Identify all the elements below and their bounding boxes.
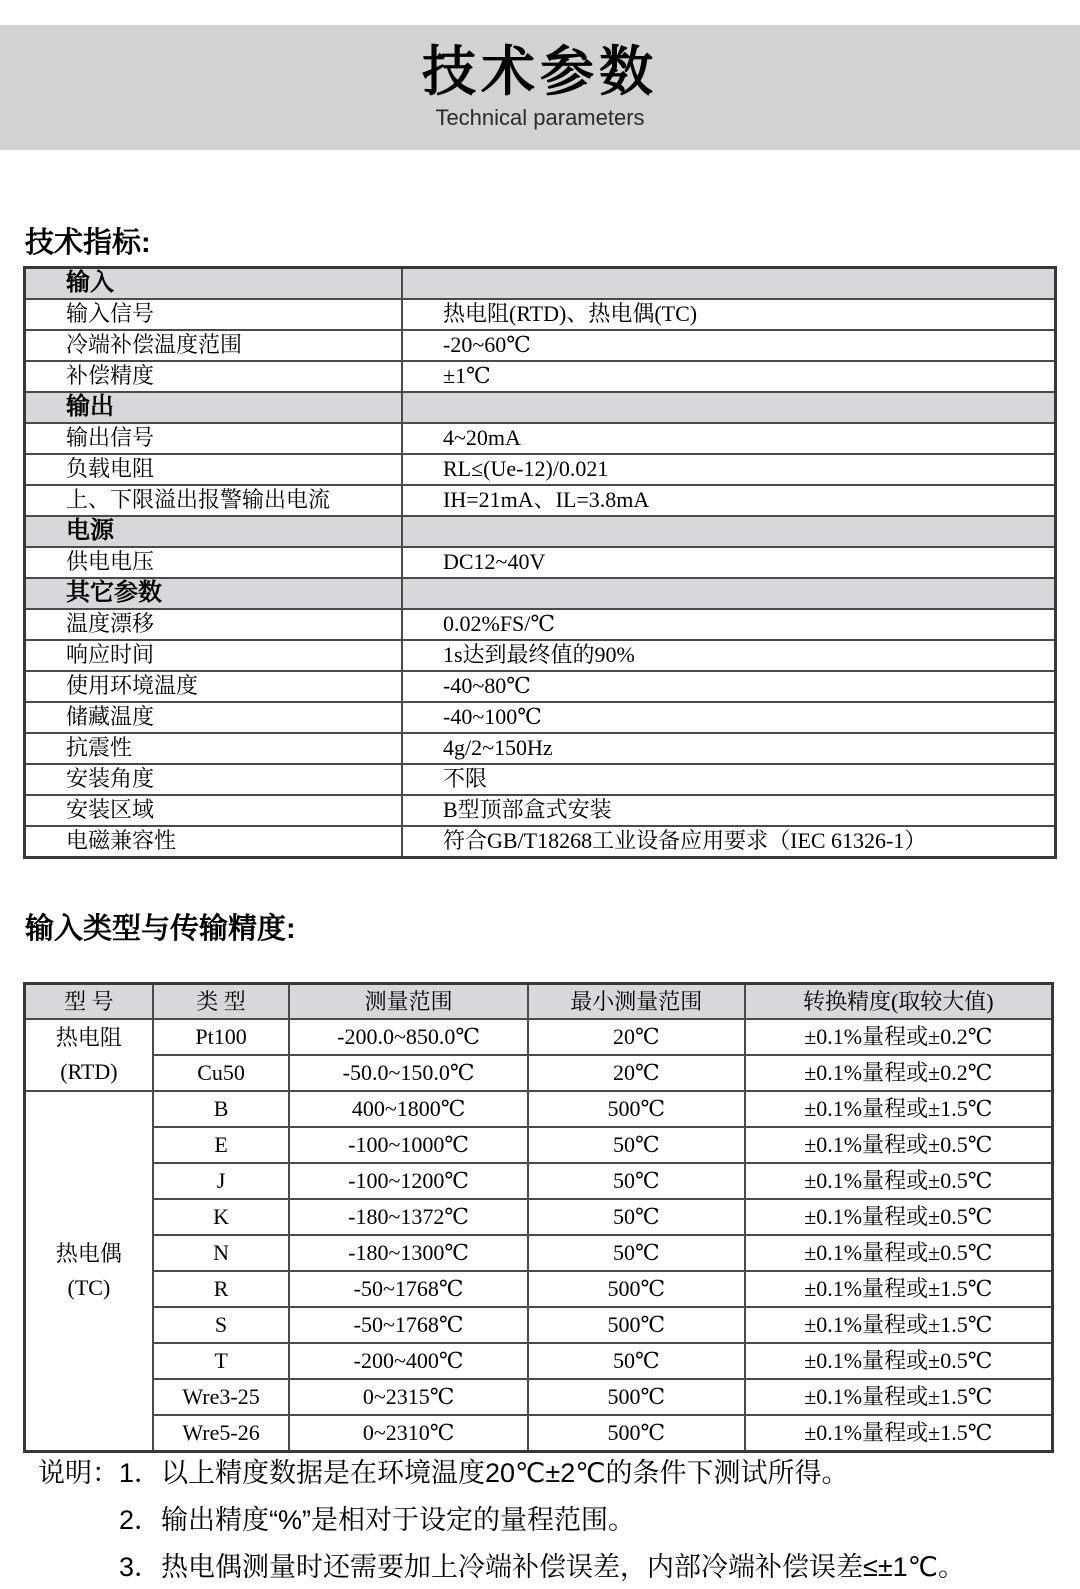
acc-type-cell: Cu50: [153, 1055, 289, 1091]
acc-min-range-cell: 500℃: [528, 1091, 745, 1127]
acc-model-cell: [25, 1091, 153, 1452]
acc-type-cell: N: [153, 1235, 289, 1271]
acc-min-range-cell: 500℃: [528, 1307, 745, 1343]
acc-range-cell: -180~1372℃: [289, 1199, 528, 1235]
acc-data-row: [25, 1055, 1053, 1091]
spec-param-cell: 上、下限溢出报警输出电流: [25, 485, 403, 516]
spec-row: [25, 299, 1056, 330]
acc-model-line: (RTD): [60, 1059, 118, 1084]
page-banner: [0, 25, 1080, 150]
acc-accuracy-cell: ±0.1%量程或±1.5℃: [745, 1307, 1053, 1343]
spec-value-cell: ±1℃: [402, 361, 1056, 392]
input-accuracy-heading: 输入类型与传输精度:: [25, 913, 296, 945]
acc-range-cell: -100~1000℃: [289, 1127, 528, 1163]
acc-header-cell: 测量范围: [289, 984, 528, 1020]
spec-value-cell: -40~80℃: [402, 671, 1056, 702]
acc-data-row: [25, 1163, 1053, 1199]
acc-accuracy-cell: ±0.1%量程或±0.2℃: [745, 1055, 1053, 1091]
spec-row: [25, 330, 1056, 361]
notes: [38, 1458, 1057, 1582]
acc-range-cell: 0~2315℃: [289, 1379, 528, 1415]
spec-section-row: [25, 268, 1056, 300]
acc-min-range-cell: 20℃: [528, 1019, 745, 1055]
acc-type-cell: K: [153, 1199, 289, 1235]
spec-value-cell: IH=21mA、IL=3.8mA: [402, 485, 1056, 516]
acc-min-range-cell: 500℃: [528, 1415, 745, 1452]
page-subtitle: Technical parameters: [435, 104, 645, 130]
acc-range-cell: -100~1200℃: [289, 1163, 528, 1199]
acc-header-cell: 转换精度(取较大值): [745, 984, 1053, 1020]
acc-type-cell: T: [153, 1343, 289, 1379]
acc-min-range-cell: 50℃: [528, 1163, 745, 1199]
acc-model-cell: [25, 1019, 153, 1091]
spec-row: [25, 423, 1056, 454]
note-item: 1．以上精度数据是在环境温度20℃±2℃的条件下测试所得。: [119, 1458, 849, 1488]
acc-data-row: [25, 1343, 1053, 1379]
acc-header-cell: 最小测量范围: [528, 984, 745, 1020]
tech-specs-table: [23, 266, 1057, 859]
notes-line: [38, 1505, 1057, 1535]
spec-value-cell: DC12~40V: [402, 547, 1056, 578]
spec-param-cell: 补偿精度: [25, 361, 403, 392]
acc-accuracy-cell: ±0.1%量程或±0.5℃: [745, 1127, 1053, 1163]
acc-data-row: [25, 1091, 1053, 1127]
input-accuracy-table: [23, 982, 1054, 1453]
spec-param-cell: 安装角度: [25, 764, 403, 795]
spec-row: [25, 702, 1056, 733]
spec-param-cell: 电磁兼容性: [25, 826, 403, 858]
acc-header-row: [25, 984, 1053, 1020]
acc-data-row: [25, 1271, 1053, 1307]
acc-min-range-cell: 50℃: [528, 1199, 745, 1235]
spec-param-cell: 供电电压: [25, 547, 403, 578]
acc-accuracy-cell: ±0.1%量程或±0.5℃: [745, 1343, 1053, 1379]
notes-prefix: 说明：: [38, 1458, 119, 1488]
acc-data-row: [25, 1307, 1053, 1343]
acc-accuracy-cell: ±0.1%量程或±0.2℃: [745, 1019, 1053, 1055]
acc-accuracy-cell: ±0.1%量程或±0.5℃: [745, 1235, 1053, 1271]
acc-range-cell: -200.0~850.0℃: [289, 1019, 528, 1055]
acc-range-cell: 400~1800℃: [289, 1091, 528, 1127]
acc-data-row: [25, 1235, 1053, 1271]
acc-min-range-cell: 50℃: [528, 1235, 745, 1271]
spec-value-cell: 4g/2~150Hz: [402, 733, 1056, 764]
acc-range-cell: -50~1768℃: [289, 1271, 528, 1307]
acc-model-line: (TC): [67, 1275, 111, 1300]
acc-min-range-cell: 50℃: [528, 1343, 745, 1379]
note-item: 2．输出精度“%”是相对于设定的量程范围。: [119, 1505, 636, 1535]
input-accuracy-table-head: [25, 984, 1053, 1020]
acc-type-cell: B: [153, 1091, 289, 1127]
acc-type-cell: E: [153, 1127, 289, 1163]
spec-param-cell: 抗震性: [25, 733, 403, 764]
spec-param-cell: 温度漂移: [25, 609, 403, 640]
spec-row: [25, 795, 1056, 826]
spec-param-cell: 响应时间: [25, 640, 403, 671]
acc-type-cell: Wre5-26: [153, 1415, 289, 1452]
spec-value-cell: 4~20mA: [402, 423, 1056, 454]
spec-param-cell: 冷端补偿温度范围: [25, 330, 403, 361]
acc-model-line: 热电阻: [55, 1024, 122, 1050]
spec-row: [25, 640, 1056, 671]
acc-accuracy-cell: ±0.1%量程或±1.5℃: [745, 1271, 1053, 1307]
acc-accuracy-cell: ±0.1%量程或±0.5℃: [745, 1199, 1053, 1235]
spec-section-row: [25, 578, 1056, 609]
acc-range-cell: 0~2310℃: [289, 1415, 528, 1452]
spec-section-label: 输出: [25, 392, 403, 423]
acc-min-range-cell: 20℃: [528, 1055, 745, 1091]
spec-section-filler: [402, 578, 1056, 609]
spec-row: [25, 609, 1056, 640]
notes-line: [38, 1552, 1057, 1582]
acc-data-row: [25, 1019, 1053, 1055]
spec-section-label: 输入: [25, 268, 403, 300]
acc-range-cell: -50~1768℃: [289, 1307, 528, 1343]
spec-value-cell: -40~100℃: [402, 702, 1056, 733]
page-title: 技术参数: [422, 42, 658, 103]
acc-accuracy-cell: ±0.1%量程或±0.5℃: [745, 1163, 1053, 1199]
notes-line: [38, 1458, 1057, 1488]
acc-type-cell: R: [153, 1271, 289, 1307]
spec-value-cell: 不限: [402, 764, 1056, 795]
spec-row: [25, 361, 1056, 392]
spec-value-cell: 符合GB/T18268工业设备应用要求（IEC 61326-1）: [402, 826, 1056, 858]
spec-value-cell: RL≤(Ue-12)/0.021: [402, 454, 1056, 485]
spec-param-cell: 输入信号: [25, 299, 403, 330]
acc-type-cell: J: [153, 1163, 289, 1199]
note-item: 3．热电偶测量时还需要加上冷端补偿误差，内部冷端补偿误差≤±1℃。: [119, 1552, 965, 1582]
spec-section-label: 其它参数: [25, 578, 403, 609]
spec-section-filler: [402, 516, 1056, 547]
spec-param-cell: 负载电阻: [25, 454, 403, 485]
spec-param-cell: 输出信号: [25, 423, 403, 454]
spec-param-cell: 使用环境温度: [25, 671, 403, 702]
acc-header-cell: 类 型: [153, 984, 289, 1020]
acc-model-line: 热电偶: [55, 1240, 122, 1266]
spec-value-cell: 0.02%FS/℃: [402, 609, 1056, 640]
spec-section-filler: [402, 392, 1056, 423]
spec-value-cell: 热电阻(RTD)、热电偶(TC): [402, 299, 1056, 330]
acc-accuracy-cell: ±0.1%量程或±1.5℃: [745, 1415, 1053, 1452]
acc-data-row: [25, 1379, 1053, 1415]
acc-type-cell: Pt100: [153, 1019, 289, 1055]
acc-min-range-cell: 500℃: [528, 1271, 745, 1307]
spec-param-cell: 储藏温度: [25, 702, 403, 733]
tech-specs-heading: 技术指标:: [25, 227, 151, 259]
spec-row: [25, 733, 1056, 764]
acc-header-cell: 型 号: [25, 984, 153, 1020]
spec-row: [25, 826, 1056, 858]
spec-row: [25, 671, 1056, 702]
content: [23, 220, 1057, 1582]
acc-min-range-cell: 500℃: [528, 1379, 745, 1415]
spec-row: [25, 547, 1056, 578]
spec-value-cell: -20~60℃: [402, 330, 1056, 361]
spec-row: [25, 485, 1056, 516]
acc-accuracy-cell: ±0.1%量程或±1.5℃: [745, 1379, 1053, 1415]
acc-type-cell: Wre3-25: [153, 1379, 289, 1415]
spec-section-label: 电源: [25, 516, 403, 547]
input-accuracy-table-body: [25, 1019, 1053, 1452]
acc-data-row: [25, 1127, 1053, 1163]
spec-section-row: [25, 516, 1056, 547]
spec-row: [25, 764, 1056, 795]
spec-section-filler: [402, 268, 1056, 300]
spec-value-cell: B型顶部盒式安装: [402, 795, 1056, 826]
spec-value-cell: 1s达到最终值的90%: [402, 640, 1056, 671]
acc-min-range-cell: 50℃: [528, 1127, 745, 1163]
spec-row: [25, 454, 1056, 485]
acc-data-row: [25, 1415, 1053, 1452]
spec-section-row: [25, 392, 1056, 423]
acc-type-cell: S: [153, 1307, 289, 1343]
acc-accuracy-cell: ±0.1%量程或±1.5℃: [745, 1091, 1053, 1127]
acc-data-row: [25, 1199, 1053, 1235]
acc-range-cell: -180~1300℃: [289, 1235, 528, 1271]
spec-param-cell: 安装区域: [25, 795, 403, 826]
acc-range-cell: -50.0~150.0℃: [289, 1055, 528, 1091]
acc-range-cell: -200~400℃: [289, 1343, 528, 1379]
